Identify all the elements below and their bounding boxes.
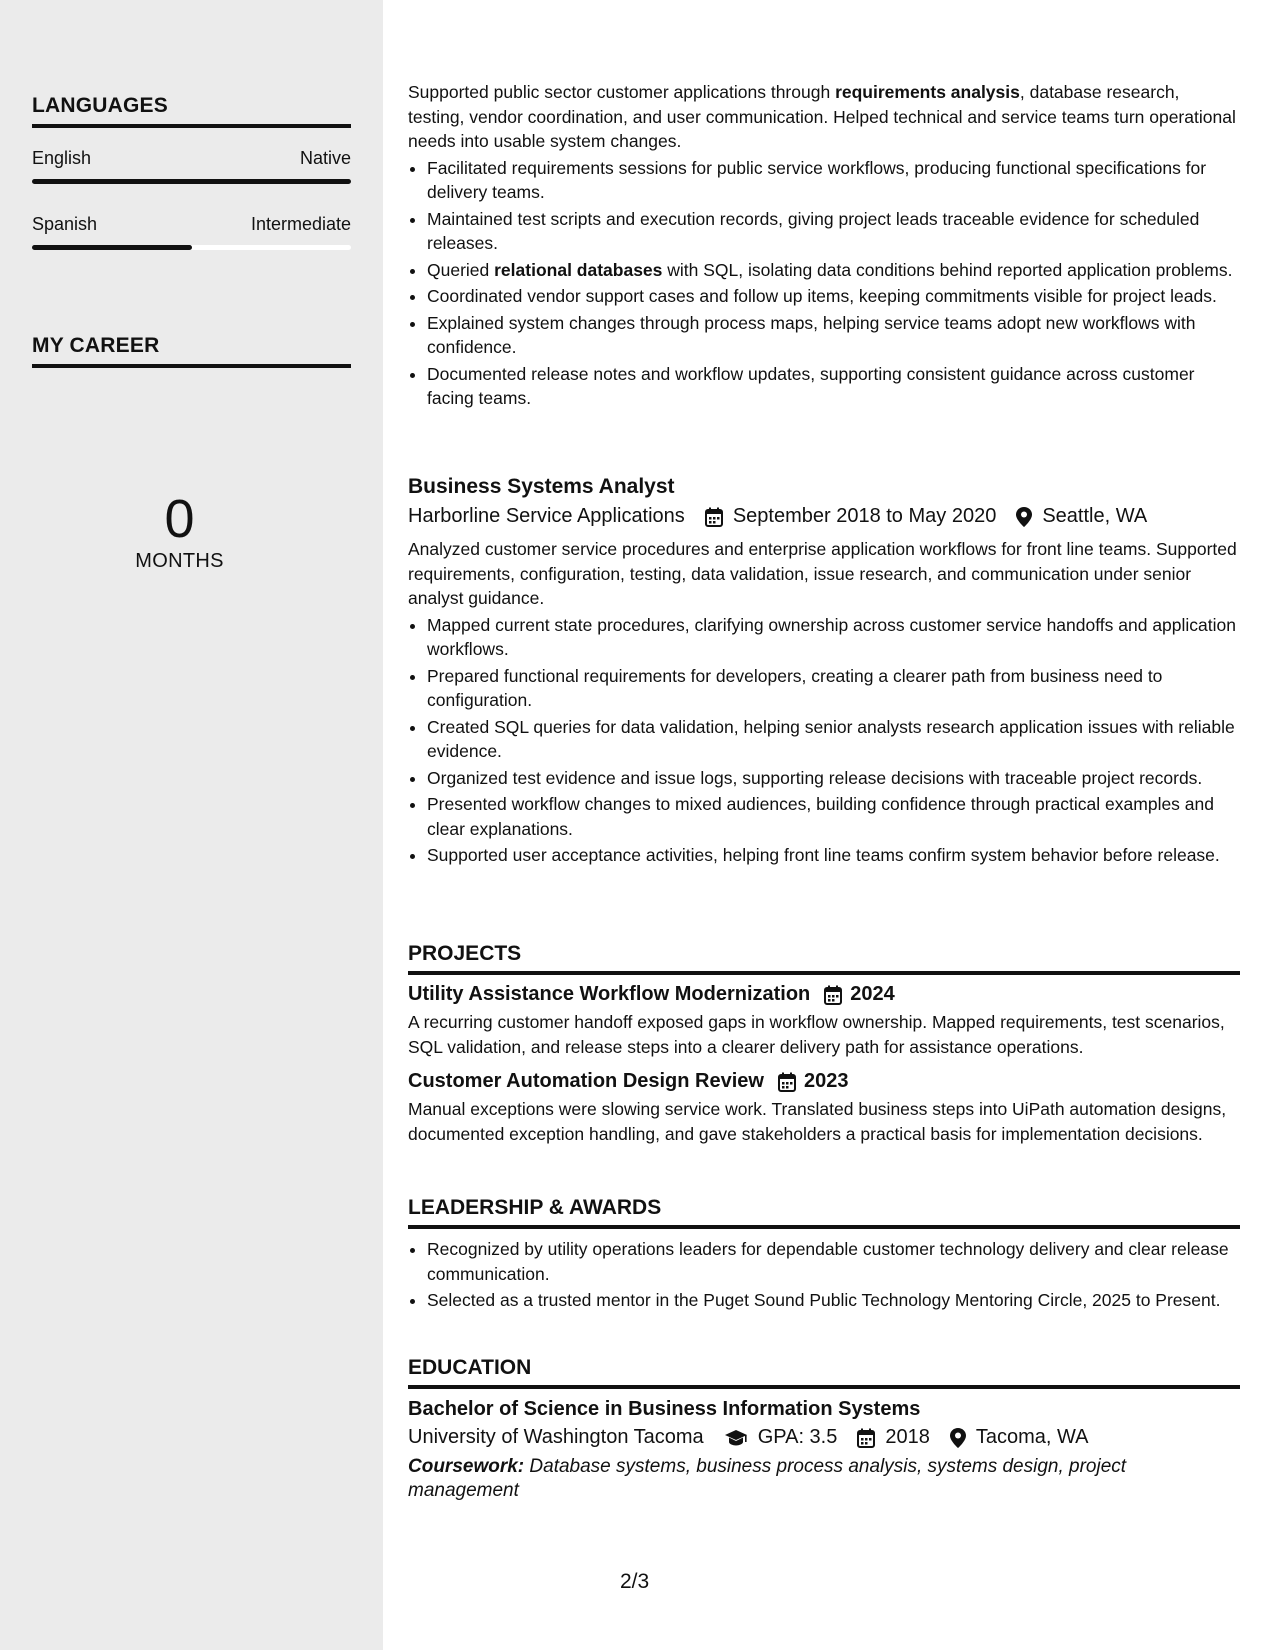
language-proficiency-bar bbox=[32, 245, 351, 250]
list-item: • Created SQL queries for data validation, helping senior analysts research application issues with reliable evidence. bbox=[427, 715, 1240, 764]
projects-section bbox=[408, 942, 1240, 1146]
language-name: Spanish bbox=[32, 214, 98, 234]
list-item: • Prepared functional requirements for developers, creating a clearer path from business need to configuration. bbox=[427, 664, 1240, 713]
job-entry bbox=[408, 475, 1240, 870]
leadership-heading: LEADERSHIP & AWARDS bbox=[408, 1196, 1240, 1229]
job-title: Business Systems Analyst bbox=[408, 475, 675, 498]
education-heading: EDUCATION bbox=[408, 1356, 1240, 1389]
job-summary: Analyzed customer service procedures and enterprise application workflows for front line teams. Supported requirements, configuration, testing, data validation, issue research, and communication under senior analyst guidance. bbox=[408, 539, 1237, 608]
degree: Bachelor of Science in Business Information Systems bbox=[408, 1398, 921, 1420]
leadership-bullets bbox=[408, 1237, 1240, 1313]
list-item: • Coordinated vendor support cases and follow up items, keeping commitments visible for project leads. bbox=[427, 284, 1240, 309]
job-bullets bbox=[408, 613, 1240, 868]
project-title: Utility Assistance Workflow Modernization bbox=[408, 983, 811, 1005]
list-item: • Maintained test scripts and execution records, giving project leads traceable evidence for scheduled releases. bbox=[427, 207, 1240, 256]
language-proficiency-fill bbox=[32, 245, 192, 250]
career-value: 0 bbox=[164, 489, 195, 549]
projects-heading: PROJECTS bbox=[408, 942, 1240, 975]
language-item bbox=[32, 148, 351, 184]
job-dates: September 2018 to May 2020 bbox=[732, 505, 997, 527]
calendar-icon bbox=[857, 1428, 875, 1448]
list-item: • Mapped current state procedures, clarifying ownership across customer service handoffs and application workflows. bbox=[427, 613, 1240, 662]
calendar-icon bbox=[705, 507, 723, 527]
project-description: Manual exceptions were slowing service work. Translated business steps into UiPath automation designs, documented exception handling, and gave stakeholders a practical basis for implementation decisions. bbox=[408, 1099, 1227, 1144]
project-year: 2023 bbox=[803, 1070, 849, 1092]
list-item: • Organized test evidence and issue logs, supporting release decisions with traceable project records. bbox=[427, 766, 1240, 791]
list-item: • Facilitated requirements sessions for public service workflows, producing functional specifications for delivery teams. bbox=[427, 156, 1240, 205]
languages-heading: LANGUAGES bbox=[32, 94, 351, 128]
list-item: • Recognized by utility operations leaders for dependable customer technology delivery and clear release communication. bbox=[427, 1237, 1240, 1286]
project-description: A recurring customer handoff exposed gaps in workflow ownership. Mapped requirements, test scenarios, SQL validation, and release steps into a clearer delivery path for assistance operations. bbox=[408, 1012, 1225, 1057]
project-title-row bbox=[408, 983, 1240, 1006]
career-unit: MONTHS bbox=[135, 550, 224, 572]
language-proficiency-fill bbox=[32, 179, 351, 184]
job-entry bbox=[408, 80, 1240, 413]
education-section bbox=[408, 1356, 1240, 1503]
coursework bbox=[408, 1455, 1240, 1503]
education-meta bbox=[408, 1426, 1240, 1449]
language-item bbox=[32, 214, 351, 250]
job-meta bbox=[408, 505, 1240, 528]
calendar-icon bbox=[778, 1072, 796, 1092]
coursework-list: Database systems, business process analysis, systems design, project management bbox=[408, 1456, 1127, 1501]
gpa: GPA: 3.5 bbox=[757, 1426, 838, 1448]
list-item: • Presented workflow changes to mixed audiences, building confidence through practical examples and clear explanations. bbox=[427, 792, 1240, 841]
school-name: University of Washington Tacoma bbox=[408, 1426, 704, 1448]
career-duration bbox=[0, 489, 359, 573]
project-year: 2024 bbox=[850, 983, 895, 1005]
language-level: Intermediate bbox=[250, 214, 351, 234]
project-item bbox=[408, 983, 1240, 1059]
language-name: English bbox=[32, 148, 92, 168]
company-name: Harborline Service Applications bbox=[408, 505, 685, 527]
project-title-row bbox=[408, 1070, 1240, 1093]
list-item: • Documented release notes and workflow updates, supporting consistent guidance across customer facing teams. bbox=[427, 362, 1240, 411]
language-proficiency-bar bbox=[32, 179, 351, 184]
sidebar bbox=[0, 0, 383, 1650]
career-heading: MY CAREER bbox=[32, 334, 351, 368]
map-pin-icon bbox=[950, 1428, 966, 1448]
job-bullets bbox=[408, 156, 1240, 411]
project-title: Customer Automation Design Review bbox=[408, 1070, 764, 1092]
graduation-year: 2018 bbox=[885, 1426, 930, 1448]
map-pin-icon bbox=[1016, 507, 1032, 527]
list-item: • Queried relational databases with SQL, isolating data conditions behind reported application problems. bbox=[427, 258, 1240, 283]
education-location: Tacoma, WA bbox=[975, 1426, 1089, 1448]
coursework-label: Coursework: bbox=[408, 1456, 525, 1477]
project-item bbox=[408, 1070, 1240, 1146]
list-item: • Selected as a trusted mentor in the Puget Sound Public Technology Mentoring Circle, 2025 to Present. bbox=[427, 1288, 1240, 1313]
language-level: Native bbox=[299, 148, 351, 168]
graduation-cap-icon bbox=[724, 1429, 748, 1447]
list-item: • Explained system changes through process maps, helping service teams adopt new workflows with confidence. bbox=[427, 311, 1240, 360]
leadership-section bbox=[408, 1196, 1240, 1315]
page-number: 2/3 bbox=[620, 1570, 650, 1593]
career-section bbox=[32, 334, 351, 368]
list-item: • Supported user acceptance activities, helping front line teams confirm system behavior before release. bbox=[427, 843, 1240, 868]
calendar-icon bbox=[824, 985, 842, 1005]
languages-section bbox=[32, 94, 351, 250]
job-location: Seattle, WA bbox=[1042, 505, 1148, 527]
job-summary: Supported public sector customer applications through requirements analysis, database research, testing, vendor coordination, and user communication. Helped technical and service teams turn operational needs into usable system changes. bbox=[408, 82, 1236, 151]
